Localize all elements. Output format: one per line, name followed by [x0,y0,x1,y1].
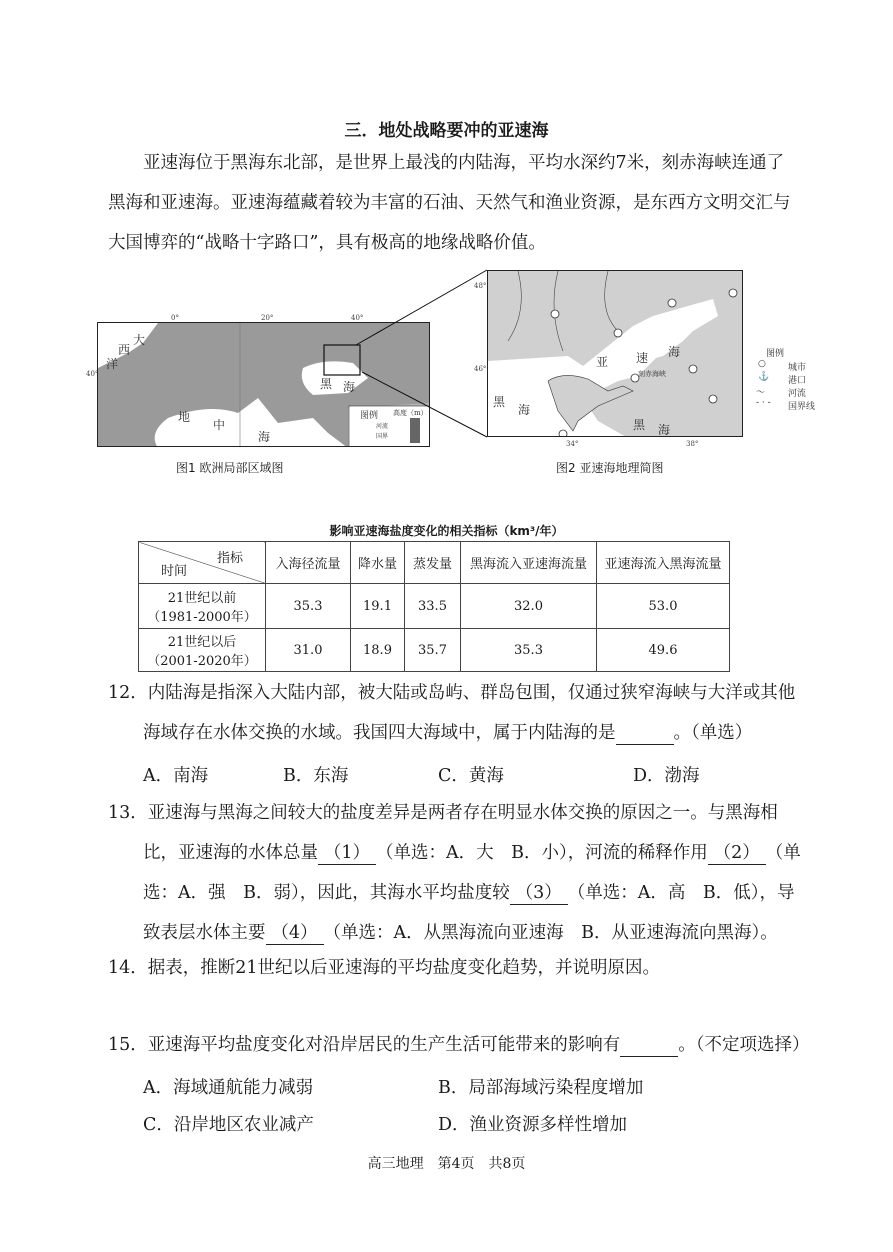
anchor-icon: ⚓ [758,372,770,382]
cell: 49.6 [597,629,730,672]
col-header: 黑海流入亚速海流量 [461,542,597,584]
tick: 40° [86,370,99,378]
map-label: 海 [343,380,356,394]
legend-item: 城市 [788,363,807,373]
tick: 46° [474,365,487,373]
cell: 19.1 [351,584,405,629]
table-row [139,584,730,629]
q15-stem: 15．亚速海平均盐度变化对沿岸居民的生产生活可能带来的影响有 。（不定项选择） [108,1035,810,1055]
figure2-caption: 图2 亚速海地理简图 [556,461,664,475]
border-icon: - · - [756,398,771,408]
tick: 0° [171,314,179,322]
cell: 31.0 [266,629,351,672]
map-label: 海 [668,345,681,359]
map-label: 海 [658,423,671,437]
col-header: 入海径流量 [266,542,351,584]
legend-item: 国界线 [788,402,816,412]
option-a[interactable]: A．南海 [143,766,209,786]
map-label: 黑 [320,377,333,391]
legend-item: 河流 [788,389,807,399]
option-d[interactable]: D．渔业资源多样性增加 [438,1115,628,1135]
corner-cell [139,542,266,584]
cell: 35.3 [461,629,597,672]
blank-4[interactable]: （4） [266,922,324,945]
legend-item: 河流 [376,423,389,430]
answer-blank[interactable] [620,1034,678,1057]
tick: 38° [686,440,699,448]
corner-top: 指标 [216,551,243,566]
map-label: 速 [636,351,649,365]
cell: 35.3 [266,584,351,629]
map-label: 中 [213,418,226,432]
page-footer: 高三地理 第4页 共8页 [367,1156,526,1172]
map-label: 大 [133,333,146,347]
legend-title: 图例 [360,411,379,421]
map-label: 海 [258,430,271,444]
corner-bottom: 时间 [161,564,188,579]
cell: 18.9 [351,629,405,672]
col-header: 蒸发量 [405,542,461,584]
cell: 32.0 [461,584,597,629]
col-header: 降水量 [351,542,405,584]
map-label: 黑 [633,418,646,432]
q13-line: 致表层水体主要 （4） （单选：A．从黑海流向亚速海 B．从亚速海流向黑海）。 [143,923,778,943]
table-title: 影响亚速海盐度变化的相关指标（km³/年） [329,524,564,538]
map-label: 地 [178,410,191,424]
q13-line: 比，亚速海的水体总量 （1） （单选：A．大 B．小），河流的稀释作用 （2） （单 [143,843,801,863]
intro-line: 黑海和亚速海。亚速海蕴藏着较为丰富的石油、天然气和渔业资源，是东西方文明交汇与 [108,193,791,213]
cell: 33.5 [405,584,461,629]
row-header [139,629,266,672]
blank-3[interactable]: （3） [510,882,568,905]
col-header: 亚速海流入黑海流量 [597,542,730,584]
period: 21世纪以前 [167,591,237,606]
map-label: 黑 [493,395,506,409]
period-range: （2001-2020年） [147,654,257,669]
table-header-row [139,542,730,584]
map-label: 洋 [106,357,119,371]
option-b[interactable]: B．东海 [283,766,349,786]
option-c[interactable]: C．黄海 [438,766,504,786]
legend-title: 图例 [766,349,785,359]
cell: 53.0 [597,584,730,629]
map-label: 海 [518,403,531,417]
map-label: 亚 [596,355,609,369]
tick: 48° [474,282,487,290]
q13-line: 选：A．强 B．弱），因此，其海水平均盐度较 （3） （单选：A．高 B．低），导 [143,883,795,903]
cell: 35.7 [405,629,461,672]
city-icon: ○ [758,359,766,369]
section-title: 三．地处战略要冲的亚速海 [344,121,549,141]
legend-item: 国界 [376,433,389,440]
table-row [139,629,730,672]
salinity-table [138,541,730,672]
q12-stem-2: 海域存在水体交换的水域。我国四大海域中，属于内陆海的是 。（单选） [143,723,753,743]
option-b[interactable]: B．局部海域污染程度增加 [438,1078,644,1098]
option-d[interactable]: D．渤海 [633,766,700,786]
intro-line: 大国博弈的“战略十字路口”，具有极高的地缘战略价值。 [108,233,546,253]
intro-line: 亚速海位于黑海东北部，是世界上最浅的内陆海，平均水深约7米，刻赤海峡连通了 [143,153,785,173]
option-c[interactable]: C．沿岸地区农业减产 [143,1115,314,1135]
river-icon: 〜 [756,388,766,398]
answer-blank[interactable] [616,722,674,745]
option-a[interactable]: A．海域通航能力减弱 [143,1078,314,1098]
legend-elev: 高度（m） [393,409,428,417]
tick: 34° [566,440,579,448]
period: 21世纪以后 [167,635,237,650]
blank-1[interactable]: （1） [318,842,376,865]
blank-2[interactable]: （2） [708,842,766,865]
q14-stem: 14．据表，推断21世纪以后亚速海的平均盐度变化趋势，并说明原因。 [108,958,661,978]
legend-item: 港口 [788,376,807,386]
strait-label: 刻赤海峡 [638,370,666,378]
q12-stem: 12．内陆海是指深入大陆内部，被大陆或岛屿、群岛包围，仅通过狭窄海峡与大洋或其他 [108,683,796,703]
period-range: （1981-2000年） [147,610,257,625]
azov-sea-map [487,270,743,437]
figure1-caption: 图1 欧洲局部区域图 [176,461,284,475]
tick: 40° [351,314,364,322]
row-header [139,584,266,629]
q13-stem: 13．亚速海与黑海之间较大的盐度差异是两者存在明显水体交换的原因之一。与黑海相 [108,803,778,823]
tick: 20° [261,314,274,322]
map-label: 西 [118,343,131,357]
